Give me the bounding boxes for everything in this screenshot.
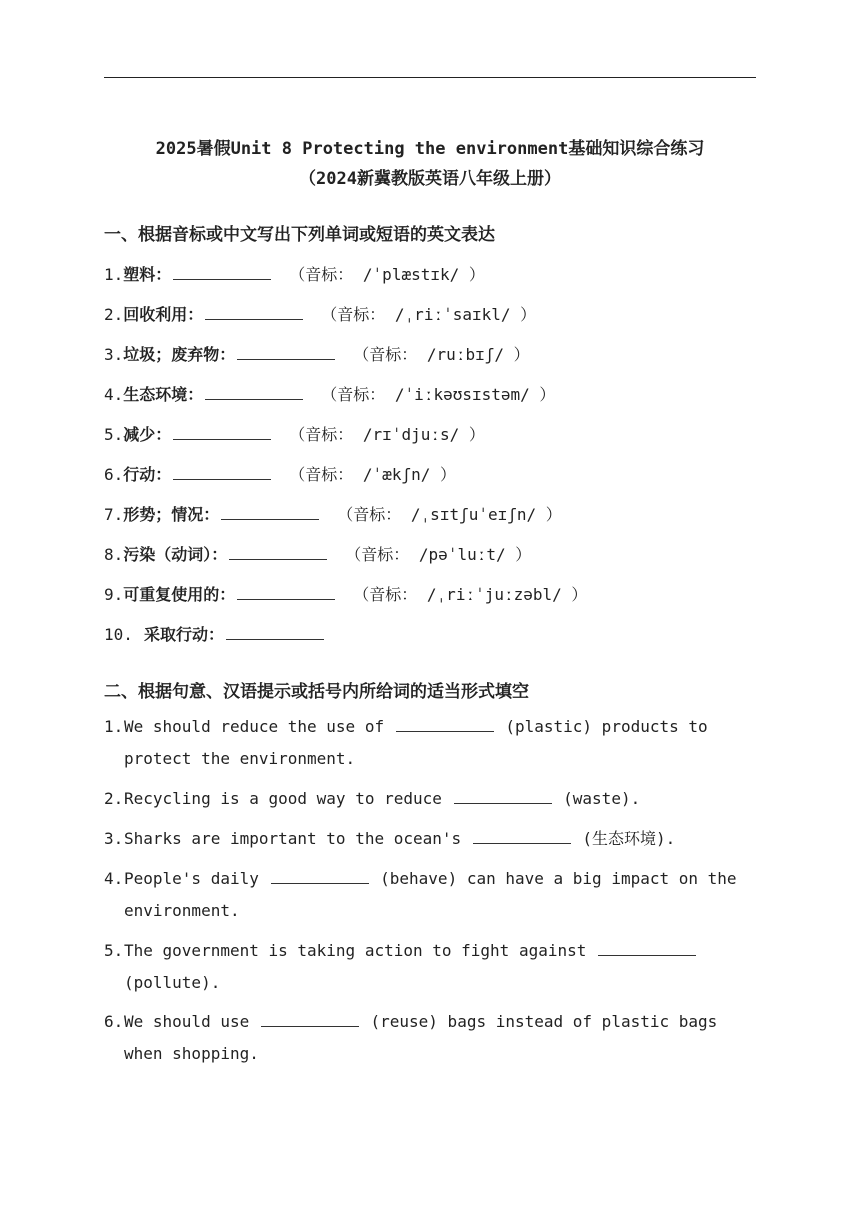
answer-blank[interactable] [221, 503, 319, 520]
answer-blank[interactable] [205, 383, 303, 400]
answer-blank[interactable] [173, 463, 271, 480]
answer-blank[interactable] [237, 343, 335, 360]
answer-blank[interactable] [173, 423, 271, 440]
vocab-item: 7.形势；情况： （音标： /ˌsɪtʃuˈeɪʃn/ ） [104, 505, 562, 524]
vocab-item: 9.可重复使用的： （音标： /ˌriːˈjuːzəbl/ ） [104, 585, 588, 604]
answer-blank[interactable] [229, 543, 327, 560]
worksheet-subtitle: （2024新冀教版英语八年级上册） [299, 169, 561, 189]
fill-in-question: 2. Recycling is a good way to reduce (waste). [104, 789, 641, 808]
vocab-item: 1.塑料： （音标： /ˈplæstɪk/ ） [104, 265, 485, 284]
vocab-item: 2.回收利用： （音标： /ˌriːˈsaɪkl/ ） [104, 305, 537, 324]
fill-in-question: 5. The government is taking action to fight against (pollute). [104, 935, 754, 999]
fill-in-question: 4. People's daily (behave) can have a big impact on the environment. [104, 869, 737, 920]
vocab-item: 10. 采取行动： [104, 622, 326, 645]
answer-blank[interactable] [598, 939, 696, 956]
vocab-item: 3.垃圾；废弃物： （音标： /ruːbɪʃ/ ） [104, 345, 530, 364]
answer-blank[interactable] [237, 583, 335, 600]
vocab-item: 5.减少： （音标： /rɪˈdjuːs/ ） [104, 425, 485, 444]
answer-blank[interactable] [205, 303, 303, 320]
answer-blank[interactable] [454, 787, 552, 804]
vocab-item: 8.污染（动词）： （音标： /pəˈluːt/ ） [104, 545, 532, 564]
vocab-item: 6.行动： （音标： /ˈækʃn/ ） [104, 465, 456, 484]
section-2-heading: 二、根据句意、汉语提示或括号内所给词的适当形式填空 [104, 682, 529, 702]
section-1-heading: 一、根据音标或中文写出下列单词或短语的英文表达 [104, 225, 495, 245]
answer-blank[interactable] [473, 827, 571, 844]
answer-blank[interactable] [173, 263, 271, 280]
header-rule [104, 77, 756, 78]
answer-blank[interactable] [261, 1010, 359, 1027]
fill-in-question: 1. We should reduce the use of (plastic) products to protect the environment. [104, 717, 708, 768]
vocab-item: 4.生态环境： （音标： /ˈiːkəʊsɪstəm/ ） [104, 385, 556, 404]
answer-blank[interactable] [226, 623, 324, 640]
answer-blank[interactable] [396, 715, 494, 732]
answer-blank[interactable] [271, 867, 369, 884]
fill-in-question: 6. We should use (reuse) bags instead of plastic bags when shopping. [104, 1012, 718, 1063]
worksheet-title: 2025暑假Unit 8 Protecting the environment基础知识综合练习 [155, 139, 705, 159]
fill-in-question: 3. Sharks are important to the ocean's (生态环境). [104, 829, 676, 848]
